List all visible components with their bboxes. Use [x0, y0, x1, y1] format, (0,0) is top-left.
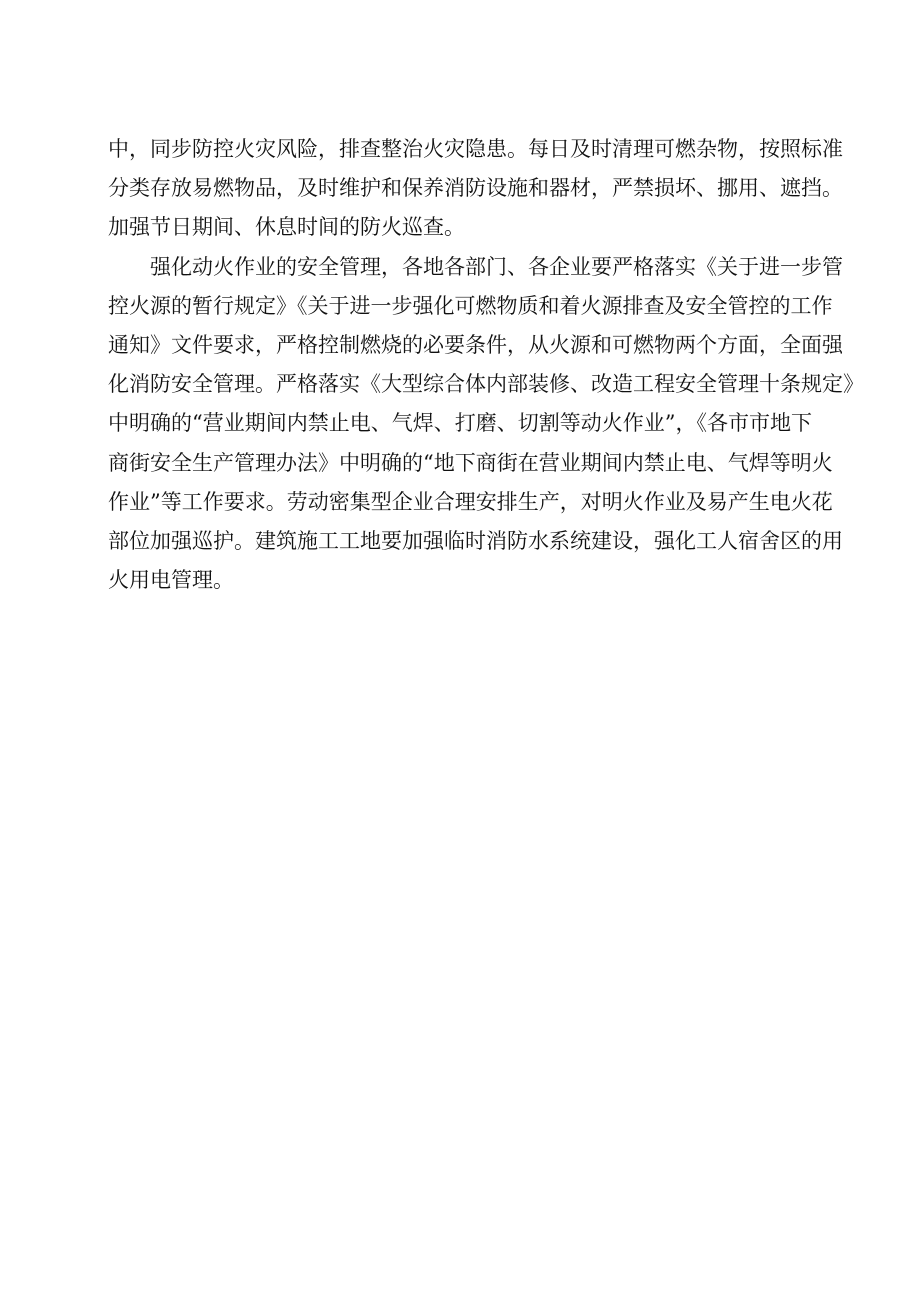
paragraph-line: 火用电管理。	[108, 568, 234, 593]
paragraph-line: 加强节日期间、休息时间的防火巡查。	[108, 215, 465, 240]
paragraph-line-first: 强化动火作业的安全管理，各地各部门、各企业要严格落实《关于进一步管	[150, 254, 843, 279]
paragraph-line: 商街安全生产管理办法》中明确的“地下商街在营业期间内禁止电、气焊等明火	[108, 450, 833, 475]
paragraph-line: 控火源的暂行规定》《关于进一步强化可燃物质和着火源排查及安全管控的工作	[108, 293, 833, 318]
paragraph-line: 作业”等工作要求。劳动密集型企业合理安排生产，对明火作业及易产生电火花	[108, 489, 833, 514]
paragraph-line: 中，同步防控火灾风险，排查整治火灾隐患。每日及时清理可燃杂物，按照标准	[108, 137, 843, 161]
document-body	[108, 130, 864, 600]
paragraph-line: 化消防安全管理。严格落实《大型综合体内部装修、改造工程安全管理十条规定》	[108, 372, 864, 397]
paragraph-line: 通知》文件要求，严格控制燃烧的必要条件，从火源和可燃物两个方面，全面强	[108, 332, 843, 357]
paragraph-line: 中明确的“营业期间内禁止电、气焊、打磨、切割等动火作业”，《各市市地下	[108, 411, 812, 436]
paragraph-1	[108, 130, 843, 248]
paragraph-line: 分类存放易燃物品，及时维护和保养消防设施和器材，严禁损坏、挪用、遮挡。	[108, 176, 843, 201]
paragraph-line: 部位加强巡护。建筑施工工地要加强临时消防水系统建设，强化工人宿舍区的用	[108, 528, 843, 553]
paragraph-2	[108, 248, 864, 601]
